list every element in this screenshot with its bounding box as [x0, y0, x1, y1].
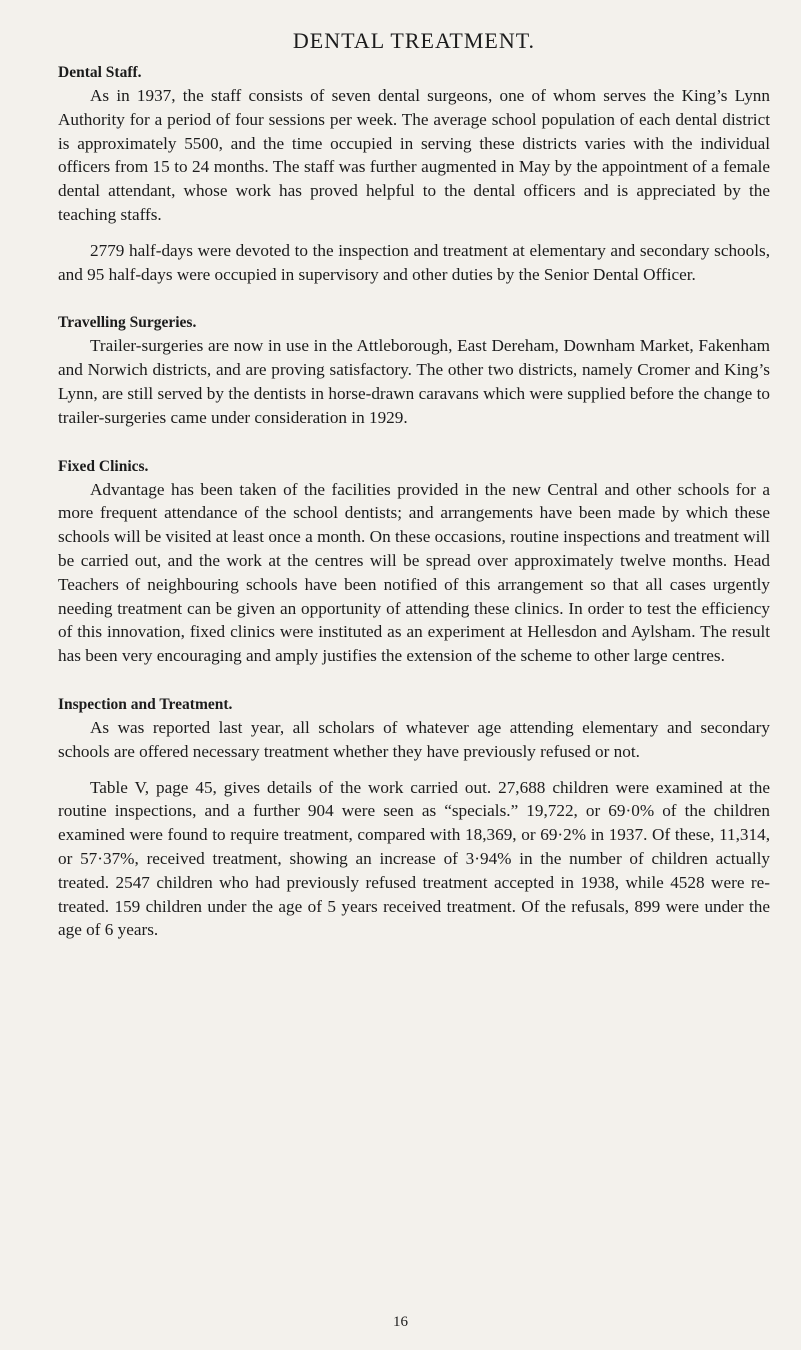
page — [58, 28, 770, 942]
section-heading-dental-staff: Dental Staff. — [58, 64, 142, 81]
page-title: DENTAL TREATMENT. — [292, 28, 536, 53]
paragraph-inspection-1: As was reported last year, all scholars of whatever age attending elementary and secondary schools are offered necessary treatment whether they have previously refused or not. — [58, 717, 770, 761]
paragraph-dental-staff-1: As in 1937, the staff consists of seven dental surgeons, one of whom serves the King’s Lynn Authority for a period of four sessions per week. The average school population of each dental district is approximately 5500, and the time occupied in serving these districts varies with the individual officers from 15 to 24 months. The staff was further augmented in May by the appointment of a female dental attendant, whose work has proved helpful to the dental officers and is appreciated by the teaching staffs. — [58, 86, 770, 224]
page-number: 16 — [393, 1314, 408, 1330]
paragraph-travelling-surgeries: Trailer-surgeries are now in use in the Attleborough, East Dereham, Downham Market, Fakenham and Norwich districts, and are proving satisfactory. The other two districts, namely Cromer and King’s Lynn, are still served by the dentists in horse-drawn caravans which were supplied before the change to trailer-surgeries came under consideration in 1929. — [58, 336, 770, 427]
section-heading-travelling-surgeries: Travelling Surgeries. — [58, 314, 197, 332]
paragraph-fixed-clinics: Advantage has been taken of the facilities provided in the new Central and other schools for a more frequent attendance of the school dentists; and arrangements have been made by which these schools will be visited at least once a month. On these occasions, routine inspections and treatment will be carried out, and the work at the centres will be spread over approximately twelve months. Head Teachers of neighbouring schools have been notified of this arrangement so that all cases urgently needing treatment can be given an opportunity of attending these clinics. In order to test the efficiency of this innovation, fixed clinics were instituted as an experiment at Hellesdon and Aylsham. The result has been very encouraging and amply justifies the extension of the scheme to other large centres. — [58, 479, 770, 666]
section-heading-fixed-clinics: Fixed Clinics. — [58, 457, 149, 475]
paragraph-dental-staff-2: 2779 half-days were devoted to the inspection and treatment at elementary and secondary schools, and 95 half-days were occupied in supervisory and other duties by the Senior Dental Officer. — [58, 240, 770, 284]
paragraph-inspection-2: Table V, page 45, gives details of the work carried out. 27,688 children were examined at the routine inspections, and a further 904 were seen as “specials.” 19,722, or 69·0% of the children examined were found to require treatment, compared with 18,369, or 69·2% in 1937. Of these, 11,314, or 57·37%, received treatment, showing an increase of 3·94% in the number of children actually treated. 2547 children who had previously refused treatment accepted in 1938, while 4528 were re-treated. 159 children under the age of 5 years received treatment. Of the refusals, 899 were under the age of 6 years. — [58, 777, 770, 940]
section-heading-inspection-treatment: Inspection and Treatment. — [58, 695, 233, 713]
